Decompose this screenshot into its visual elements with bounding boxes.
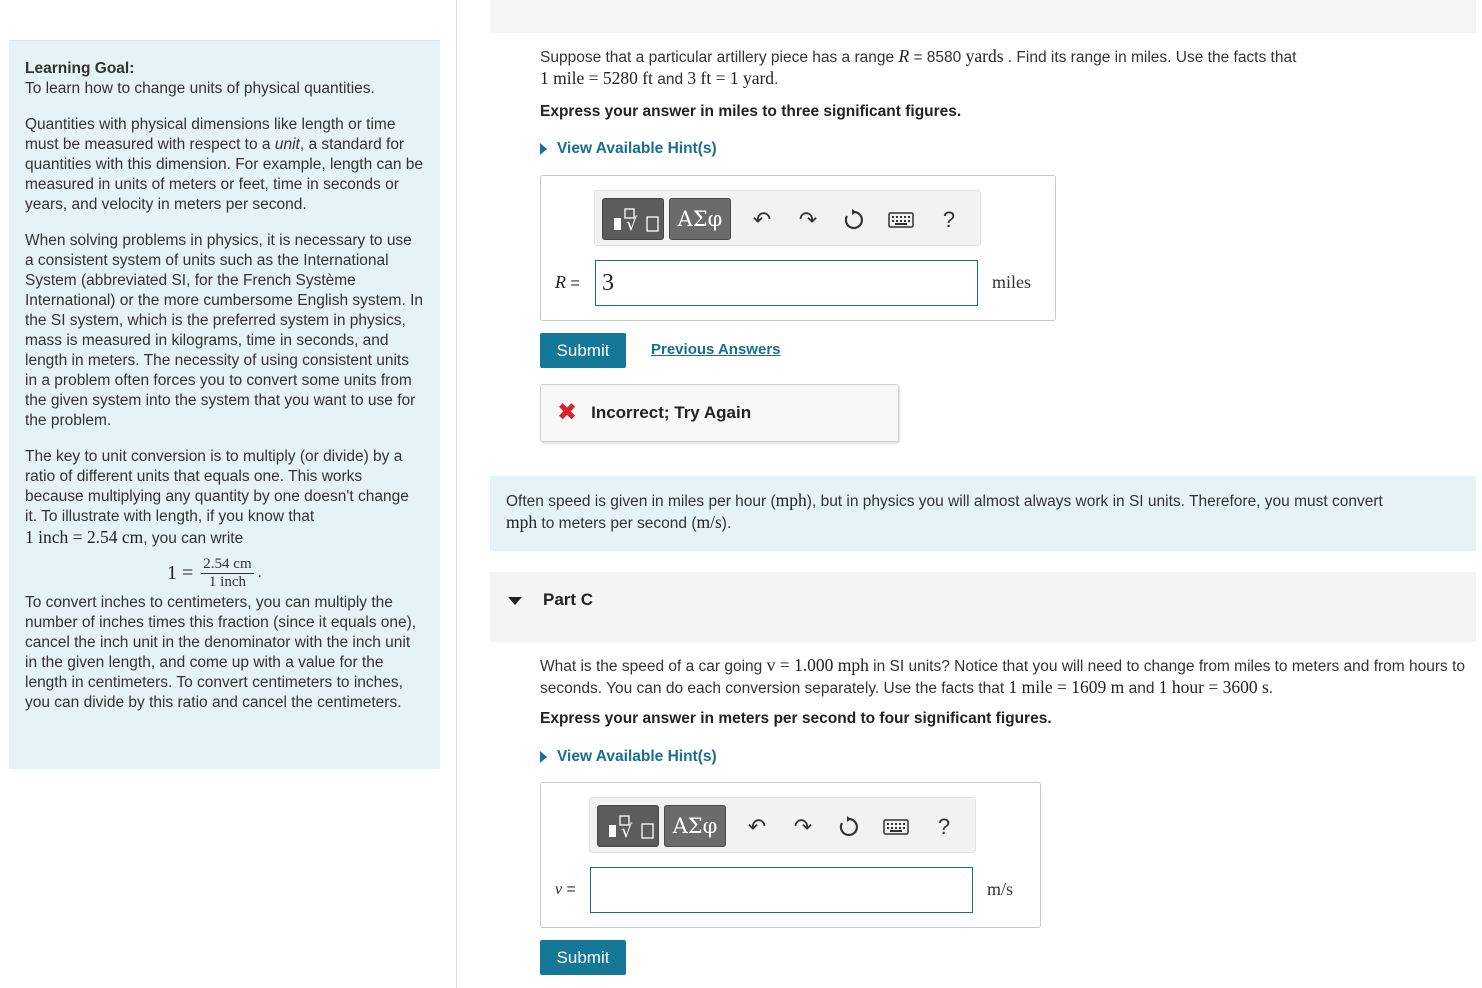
greek-letters-icon[interactable]: ΑΣφ bbox=[669, 198, 731, 240]
conversion-equation bbox=[167, 553, 424, 593]
equation-fraction bbox=[201, 556, 253, 591]
paragraph-conversion bbox=[25, 447, 424, 549]
column-divider bbox=[456, 0, 457, 988]
paragraph-si: When solving problems in physics, it is necessary to use a consistent system of units such as the International System (abbreviated SI, for the French Système International) or the more cumbersome English system. In the SI system, which is the preferred system in physics, mass is measured in kilograms, time in seconds, and length in meters. The necessity of using consistent units in a problem often forces you to convert some units from the given system into the system that you want to use for the problem. bbox=[25, 232, 424, 429]
text-span: to meters per second ( bbox=[537, 515, 697, 532]
text-span: , a standard for quantities with this dimension. For example, length can be measured in units of meters or feet, time in seconds or years, and velocity in meters per second. bbox=[25, 136, 424, 213]
redo-icon[interactable]: ↷ bbox=[798, 207, 818, 232]
answer-unit: m/s bbox=[987, 879, 1014, 899]
info-band bbox=[490, 476, 1476, 551]
text-span: What is the speed of a car going bbox=[540, 658, 767, 675]
part-b-hint-link[interactable] bbox=[540, 140, 717, 158]
keyboard-icon[interactable] bbox=[886, 205, 916, 235]
collapse-caret-icon[interactable] bbox=[508, 597, 522, 605]
part-c-question bbox=[540, 655, 1470, 699]
emphasis-unit: unit bbox=[274, 136, 300, 153]
incorrect-x-icon: ✖ bbox=[557, 399, 578, 426]
hint-label: View Available Hint(s) bbox=[557, 140, 717, 157]
text-span: ), but in physics you will almost always work in SI units. Therefore, you must convert bbox=[806, 493, 1383, 510]
expand-triangle-icon bbox=[540, 143, 547, 155]
keyboard-icon[interactable] bbox=[881, 812, 911, 842]
part-c-answer-box bbox=[540, 782, 1041, 928]
answer-input[interactable]: 3 bbox=[595, 260, 978, 306]
text-span: = 8580 bbox=[909, 49, 966, 66]
text-span: ). bbox=[721, 515, 732, 532]
math-hour-s: 1 hour = 3600 s bbox=[1158, 677, 1269, 697]
math-yards: yards bbox=[965, 46, 1004, 66]
text-span: and bbox=[652, 71, 688, 88]
math-mile-ft: 1 mile = 5280 ft bbox=[540, 68, 653, 88]
part-b-instruction: Express your answer in miles to three significant figures. bbox=[540, 103, 962, 120]
fraction-denominator: 1 inch bbox=[208, 573, 246, 590]
reset-icon[interactable] bbox=[839, 205, 869, 235]
svg-text:√: √ bbox=[621, 821, 633, 842]
math-toolbar bbox=[594, 190, 981, 246]
part-c-instruction: Express your answer in meters per second to four significant figures. bbox=[540, 710, 1052, 727]
learning-goal-title: Learning Goal: bbox=[25, 60, 135, 77]
paragraph-units bbox=[25, 115, 424, 215]
answer-input[interactable] bbox=[590, 867, 973, 913]
text-span: . bbox=[1268, 680, 1274, 697]
text-span: and bbox=[1124, 680, 1159, 697]
undo-icon[interactable]: ↶ bbox=[747, 814, 767, 839]
text-span: Quantities with physical dimensions like length or time must be measured with respect to a bbox=[25, 116, 396, 153]
redo-icon[interactable]: ↷ bbox=[793, 814, 813, 839]
equation-lhs: 1 = bbox=[167, 562, 194, 584]
reset-icon[interactable] bbox=[834, 812, 864, 842]
help-icon[interactable]: ? bbox=[942, 207, 956, 232]
math-m-per-s: m/s bbox=[696, 512, 722, 532]
previous-answers-link[interactable]: Previous Answers bbox=[651, 341, 781, 358]
text-span: . Find its range in miles. Use the facts that bbox=[1003, 49, 1297, 66]
part-header-band bbox=[490, 0, 1476, 33]
text-span: in SI units? Notice that you will need to change from miles to meters and from hours to seconds. You can do each conversion separately. Use the facts that bbox=[540, 658, 1466, 697]
text-span: Suppose that a particular artillery piece has a range bbox=[540, 49, 899, 66]
math-mile-m: 1 mile = 1609 m bbox=[1008, 677, 1125, 697]
answer-variable-label: v = bbox=[555, 881, 576, 898]
learning-goal-text: To learn how to change units of physical quantities. bbox=[25, 80, 375, 97]
math-R: R bbox=[898, 46, 910, 66]
math-mph: mph bbox=[775, 490, 807, 510]
text-span: The key to unit conversion is to multiply (or divide) by a ratio of different units that equals one. This works because multiplying any quantity by one doesn't change it. To illustrate with length, if you know that bbox=[25, 448, 409, 525]
templates-icon[interactable] bbox=[602, 198, 664, 240]
part-b-submit-button[interactable]: Submit bbox=[540, 333, 626, 368]
help-icon[interactable]: ? bbox=[937, 814, 951, 839]
part-c-label[interactable]: Part C bbox=[543, 590, 594, 609]
answer-variable-label: R = bbox=[555, 272, 580, 292]
text-span: . bbox=[774, 71, 779, 88]
part-c-submit-button[interactable]: Submit bbox=[540, 940, 626, 975]
svg-text:√: √ bbox=[626, 214, 638, 235]
math-v-mph: v = 1.000 mph bbox=[766, 655, 869, 675]
math-inch-cm: 1 inch = 2.54 cm bbox=[25, 527, 144, 547]
feedback-box bbox=[540, 384, 899, 442]
math-ft-yard: 3 ft = 1 yard bbox=[687, 68, 775, 88]
math-mph: mph bbox=[506, 512, 538, 532]
greek-letters-icon[interactable]: ΑΣφ bbox=[664, 805, 726, 847]
part-b-question bbox=[540, 46, 1420, 90]
hint-label: View Available Hint(s) bbox=[557, 748, 717, 765]
learning-goal-panel bbox=[9, 40, 440, 769]
part-c-hint-link[interactable] bbox=[540, 748, 717, 766]
feedback-message: Incorrect; Try Again bbox=[591, 403, 752, 422]
undo-icon[interactable]: ↶ bbox=[752, 207, 772, 232]
templates-icon[interactable] bbox=[597, 805, 659, 847]
part-c-header[interactable] bbox=[490, 572, 1476, 642]
expand-triangle-icon bbox=[540, 751, 547, 763]
text-span: Often speed is given in miles per hour ( bbox=[506, 493, 776, 510]
fraction-numerator: 2.54 cm bbox=[203, 555, 252, 572]
text-span: , you can write bbox=[143, 530, 244, 547]
paragraph-multiply: To convert inches to centimeters, you can multiply the number of inches times this fraction (since it equals one), cancel the inch unit in the denominator with the inch unit in the given length, and come up with a value for the length in centimeters. To convert centimeters to inches, you can divide by this ratio and cancel the centimeters. bbox=[25, 594, 417, 711]
answer-unit: miles bbox=[992, 272, 1031, 292]
math-toolbar bbox=[589, 797, 976, 853]
equation-period: . bbox=[257, 564, 262, 581]
part-b-answer-box bbox=[540, 175, 1056, 321]
